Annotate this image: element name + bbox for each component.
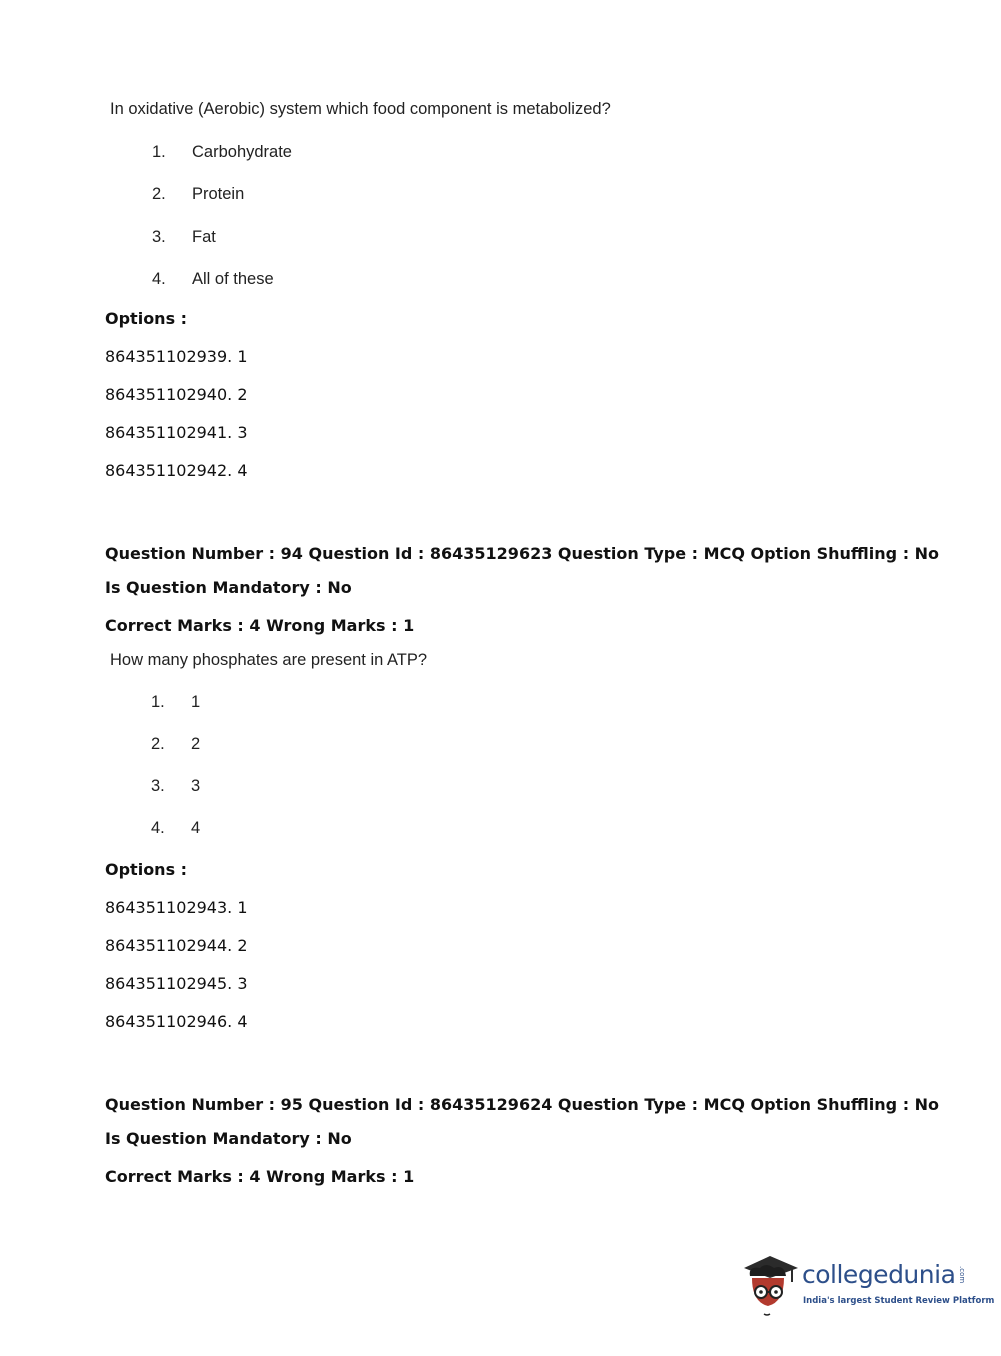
question-text: How many phosphates are present in ATP? xyxy=(110,651,428,669)
choice-item xyxy=(152,228,452,248)
choice-text: 1 xyxy=(191,693,201,711)
option-item: 864351102946. 4 xyxy=(105,1012,248,1031)
choice-number: 3. xyxy=(152,228,166,246)
choice-item xyxy=(151,735,451,755)
choice-text: 4 xyxy=(191,819,201,837)
options-label: Options : xyxy=(105,309,188,328)
choice-item xyxy=(152,270,452,290)
choice-text: Protein xyxy=(192,185,245,203)
option-item: 864351102943. 1 xyxy=(105,898,248,917)
choice-item xyxy=(151,693,451,713)
option-item: 864351102942. 4 xyxy=(105,461,248,480)
question-marks: Correct Marks : 4 Wrong Marks : 1 xyxy=(105,1167,415,1186)
option-item: 864351102944. 2 xyxy=(105,936,248,955)
option-item: 864351102941. 3 xyxy=(105,423,248,442)
choice-item xyxy=(152,185,452,205)
logo-tagline: India's largest Student Review Platform xyxy=(803,1296,995,1306)
choice-text: All of these xyxy=(192,270,274,288)
choice-text: Fat xyxy=(192,228,216,246)
choice-text: 3 xyxy=(191,777,201,795)
choice-number: 2. xyxy=(152,185,166,203)
choice-item xyxy=(151,777,451,797)
mascot-icon xyxy=(740,1250,802,1320)
option-item: 864351102940. 2 xyxy=(105,385,248,404)
logo-wordmark: collegedunia xyxy=(802,1260,956,1289)
choice-item xyxy=(151,819,451,839)
choice-text: Carbohydrate xyxy=(192,143,292,161)
logo-suffix: .com xyxy=(958,1266,966,1284)
question-marks: Correct Marks : 4 Wrong Marks : 1 xyxy=(105,616,415,635)
option-item: 864351102945. 3 xyxy=(105,974,248,993)
choice-number: 3. xyxy=(151,777,165,795)
question-header: Question Number : 94 Question Id : 86435129623 Question Type : MCQ Option Shuffling : No xyxy=(105,544,940,563)
question-mandatory: Is Question Mandatory : No xyxy=(105,1129,352,1148)
choice-number: 4. xyxy=(151,819,165,837)
choice-number: 4. xyxy=(152,270,166,288)
choice-number: 1. xyxy=(152,143,166,161)
collegedunia-logo xyxy=(740,1250,995,1320)
choice-number: 1. xyxy=(151,693,165,711)
question-text: In oxidative (Aerobic) system which food component is metabolized? xyxy=(110,100,611,118)
question-header: Question Number : 95 Question Id : 86435129624 Question Type : MCQ Option Shuffling : No xyxy=(105,1095,940,1114)
question-mandatory: Is Question Mandatory : No xyxy=(105,578,352,597)
options-label: Options : xyxy=(105,860,188,879)
choice-number: 2. xyxy=(151,735,165,753)
choice-item xyxy=(152,143,452,163)
choice-text: 2 xyxy=(191,735,201,753)
option-item: 864351102939. 1 xyxy=(105,347,248,366)
